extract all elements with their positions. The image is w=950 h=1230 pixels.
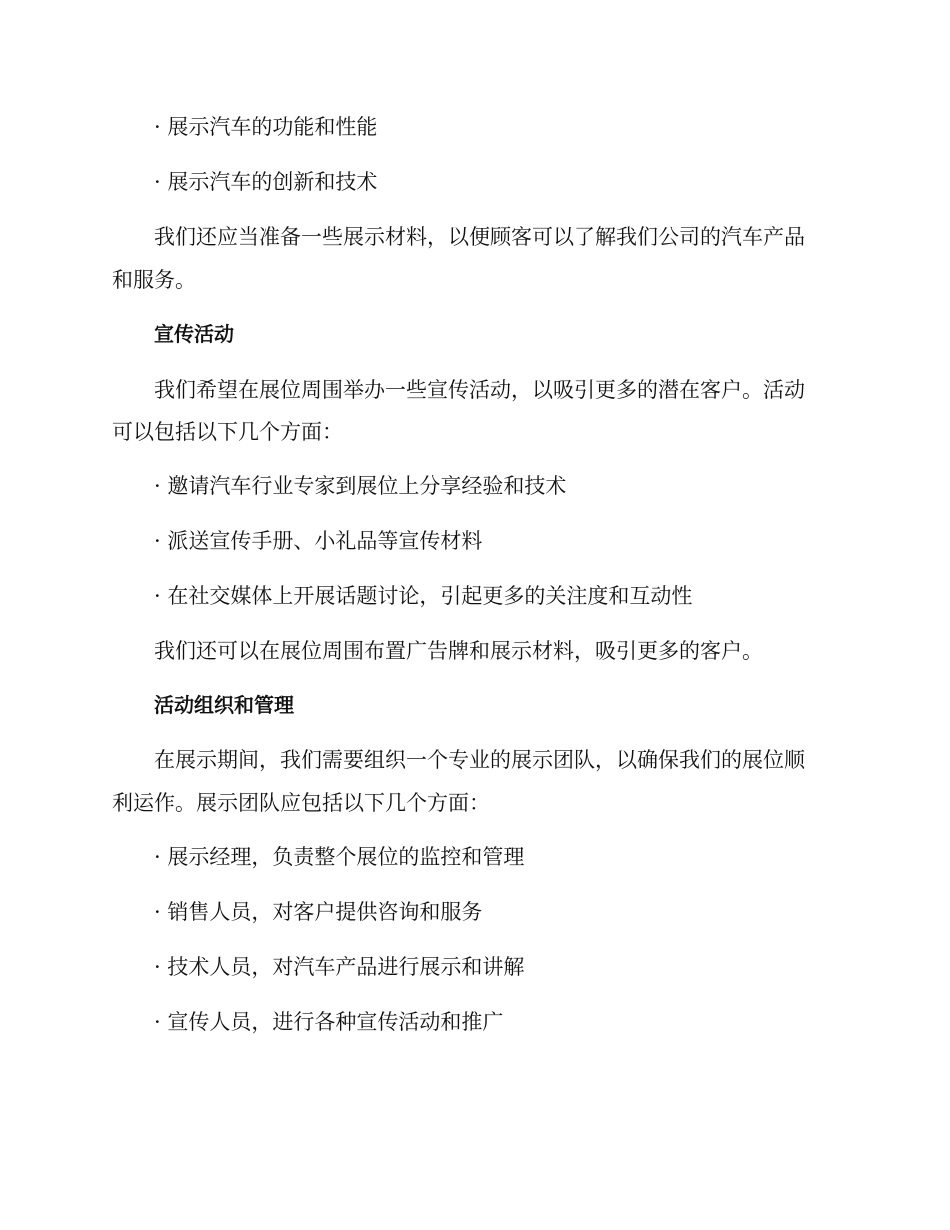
paragraph-line: 和服务。 — [112, 268, 196, 292]
bullet-item: · 展示经理，负责整个展位的监控和管理 — [154, 845, 525, 869]
paragraph-line: 我们还应当准备一些展示材料，以便顾客可以了解我们公司的汽车产品 — [154, 225, 805, 249]
section-heading: 活动组织和管理 — [154, 693, 294, 717]
bullet-item: · 派送宣传手册、小礼品等宣传材料 — [154, 529, 483, 553]
bullet-item: · 在社交媒体上开展话题讨论，引起更多的关注度和互动性 — [154, 584, 693, 608]
paragraph-line: 我们还可以在展位周围布置广告牌和展示材料，吸引更多的客户。 — [154, 639, 763, 663]
paragraph-line: 利运作。展示团队应包括以下几个方面： — [112, 791, 490, 815]
paragraph-line: 可以包括以下几个方面： — [112, 420, 343, 444]
bullet-item: · 展示汽车的创新和技术 — [154, 170, 378, 194]
bullet-item: · 技术人员，对汽车产品进行展示和讲解 — [154, 955, 525, 979]
bullet-item: · 销售人员，对客户提供咨询和服务 — [154, 900, 483, 924]
bullet-item: · 展示汽车的功能和性能 — [154, 115, 378, 139]
paragraph-line: 我们希望在展位周围举办一些宣传活动，以吸引更多的潜在客户。活动 — [154, 378, 805, 402]
bullet-item: · 邀请汽车行业专家到展位上分享经验和技术 — [154, 474, 567, 498]
paragraph-line: 在展示期间，我们需要组织一个专业的展示团队，以确保我们的展位顺 — [154, 748, 805, 772]
bullet-item: · 宣传人员，进行各种宣传活动和推广 — [154, 1010, 504, 1034]
section-heading: 宣传活动 — [154, 322, 234, 346]
